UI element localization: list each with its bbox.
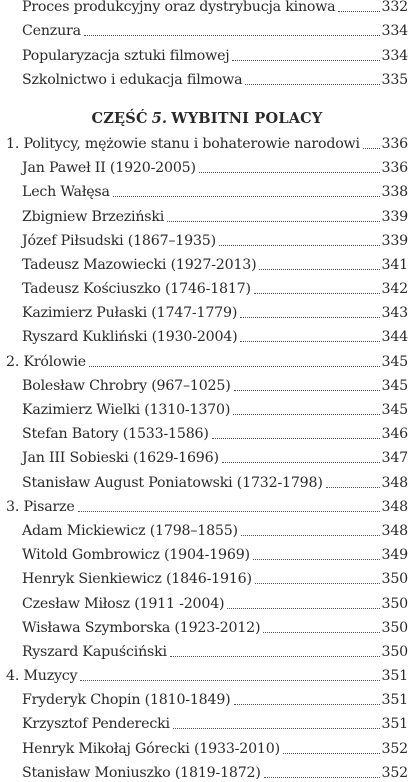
toc-entry-label: Cenzura [22,23,81,40]
toc-entry-page-number: 348 [381,498,408,515]
toc-entry-page-number: 344 [381,329,408,346]
dot-leader [283,752,380,754]
toc-entry-label: Krzysztof Penderecki [22,716,170,733]
toc-entry-page-number: 335 [381,71,408,88]
dot-leader [363,147,380,149]
section-part-word: CZĘŚĆ [91,109,148,127]
toc-entry-page-number: 339 [381,208,408,225]
dot-leader [241,534,380,536]
toc-entry-page-number: 352 [381,764,408,781]
toc-entry-page-number: 348 [381,522,408,539]
toc-entry [0,16,414,40]
toc-entry-label: Stanisław August Poniatowski (1732-1798) [22,474,323,491]
dot-leader [89,365,380,367]
toc-entry [0,153,414,177]
dot-leader [219,244,380,246]
toc-entry-label: Stefan Batory (1533-1586) [22,426,209,443]
dot-leader [113,195,380,197]
toc-entry-label: Henryk Sienkiewicz (1846-1916) [22,571,252,588]
toc-entry-page-number: 350 [381,619,408,636]
toc-entry [0,709,414,733]
toc-entry [0,564,414,588]
toc-entry-page-number: 350 [381,571,408,588]
toc-entry-page-number: 347 [381,450,408,467]
toc-entry-label: Zbigniew Brzeziński [22,208,165,225]
dot-leader [240,340,379,342]
section-title: WYBITNI POLACY [171,109,323,127]
toc-entry [0,274,414,298]
toc-entry-label: Kazimierz Wielki (1310-1370) [22,402,231,418]
toc-entry-page-number: 336 [381,160,408,177]
toc-entry [0,65,414,89]
toc-entry-label: 2. Królowie [6,353,86,370]
toc-entry [0,322,414,346]
toc-entry [0,516,414,540]
toc-entry-label: 3. Pisarze [6,498,75,515]
toc-entry-page-number: 345 [381,377,408,394]
toc-entry [0,685,414,709]
dot-leader [253,558,380,560]
dot-leader [338,10,379,12]
toc-entry [0,0,414,16]
toc-entry [0,540,414,564]
dot-leader [170,655,380,657]
toc-entry-label: Szkolnictwo i edukacja filmowa [22,71,243,88]
dot-leader [167,220,379,222]
toc-entry-page-number: 351 [381,668,408,685]
toc-entry [0,758,414,782]
toc-entry-label: 4. Muzycy [6,668,78,685]
dot-leader [78,510,380,512]
toc-entry-label: Józef Piłsudski (1867–1935) [22,232,216,249]
toc-entry [0,419,414,443]
toc-entry-label: Jan III Sobieski (1629-1696) [22,450,219,467]
toc-entry [0,637,414,661]
toc-entry-label: Ryszard Kapuściński [22,643,167,660]
toc-entry [0,250,414,274]
toc-entry-label: Fryderyk Chopin (1810-1849) [22,692,231,709]
toc-entry [0,201,414,225]
toc-entry [0,443,414,467]
toc-entry-page-number: 350 [381,643,408,660]
toc-entry [0,467,414,491]
dot-leader [199,171,380,173]
toc-section-entries [0,129,414,782]
toc-entry-label: Tadeusz Mazowiecki (1927-2013) [22,256,257,273]
toc-top-entries [0,0,414,89]
toc-entry [0,371,414,395]
toc-entry [0,395,414,419]
toc-entry-page-number: 351 [381,692,408,709]
dot-leader [232,59,379,61]
toc-entry-page-number: 351 [381,716,408,733]
dot-leader [80,679,379,681]
toc-entry-label: Henryk Mikołaj Górecki (1933-2010) [22,740,280,757]
toc-entry [0,733,414,757]
section-heading [0,97,414,129]
toc-entry-page-number: 348 [381,474,408,491]
toc-entry [0,226,414,250]
dot-leader [255,582,380,584]
toc-chapter-entry [0,129,414,153]
dot-leader [234,389,380,391]
toc-entry-page-number: 342 [381,281,408,298]
toc-entry [0,298,414,322]
dot-leader [212,437,380,439]
toc-entry [0,40,414,64]
toc-entry-label: Bolesław Chrobry (967–1025) [22,377,231,394]
section-part-number: 5. [151,109,168,127]
toc-entry-label: Jan Paweł II (1920-2005) [22,160,196,177]
toc-chapter-entry [0,661,414,685]
dot-leader [227,607,379,609]
dot-leader [84,34,380,36]
dot-leader [222,461,380,463]
toc-entry-label: Wisława Szymborska (1923-2012) [22,619,261,636]
toc-entry-label: Kazimierz Pułaski (1747-1779) [22,305,238,322]
dot-leader [263,631,379,633]
toc-entry [0,613,414,637]
toc-entry-label: Popularyzacja sztuki filmowej [22,47,230,64]
toc-entry-label: Czesław Miłosz (1911 -2004) [22,595,225,612]
toc-entry-page-number: 334 [381,23,408,40]
toc-entry-page-number: 345 [381,353,408,370]
dot-leader [245,83,379,85]
toc-entry-page-number: 334 [381,47,408,64]
dot-leader [173,727,380,729]
toc-entry-page-number: 343 [381,305,408,322]
dot-leader [259,268,379,270]
toc-entry [0,588,414,612]
toc-entry-label: Stanisław Moniuszko (1819-1872) [22,764,261,781]
toc-entry-label: Lech Wałęsa [22,184,110,201]
toc-entry-label: Adam Mickiewicz (1798–1855) [22,522,238,539]
toc-entry-page-number: 352 [381,740,408,757]
dot-leader [264,776,380,778]
toc-entry-page-number: 341 [381,256,408,273]
toc-entry-page-number: 346 [381,426,408,443]
toc-entry-page-number: 339 [381,232,408,249]
dot-leader [240,316,379,318]
toc-entry [0,177,414,201]
toc-entry-page-number: 338 [381,184,408,201]
toc-entry-label: Tadeusz Kościuszko (1746-1817) [22,281,251,298]
toc-entry-page-number: 336 [381,135,408,152]
dot-leader [233,413,379,415]
toc-entry-page-number: 345 [381,402,408,418]
toc-chapter-entry [0,492,414,516]
toc-entry-label: Witold Gombrowicz (1904-1969) [22,547,250,564]
toc-entry-label: Ryszard Kukliński (1930-2004) [22,329,238,346]
toc-entry-page-number: 350 [381,595,408,612]
dot-leader [326,486,380,488]
toc-entry-label: Proces produkcyjny oraz dystrybucja kinowa [22,0,336,16]
toc-entry-page-number: 349 [381,547,408,564]
toc-entry-page-number: 332 [381,0,408,16]
toc-entry-label: 1. Politycy, mężowie stanu i bohaterowie narodowi [6,135,360,152]
toc-chapter-entry [0,346,414,370]
dot-leader [234,703,380,705]
dot-leader [254,292,380,294]
